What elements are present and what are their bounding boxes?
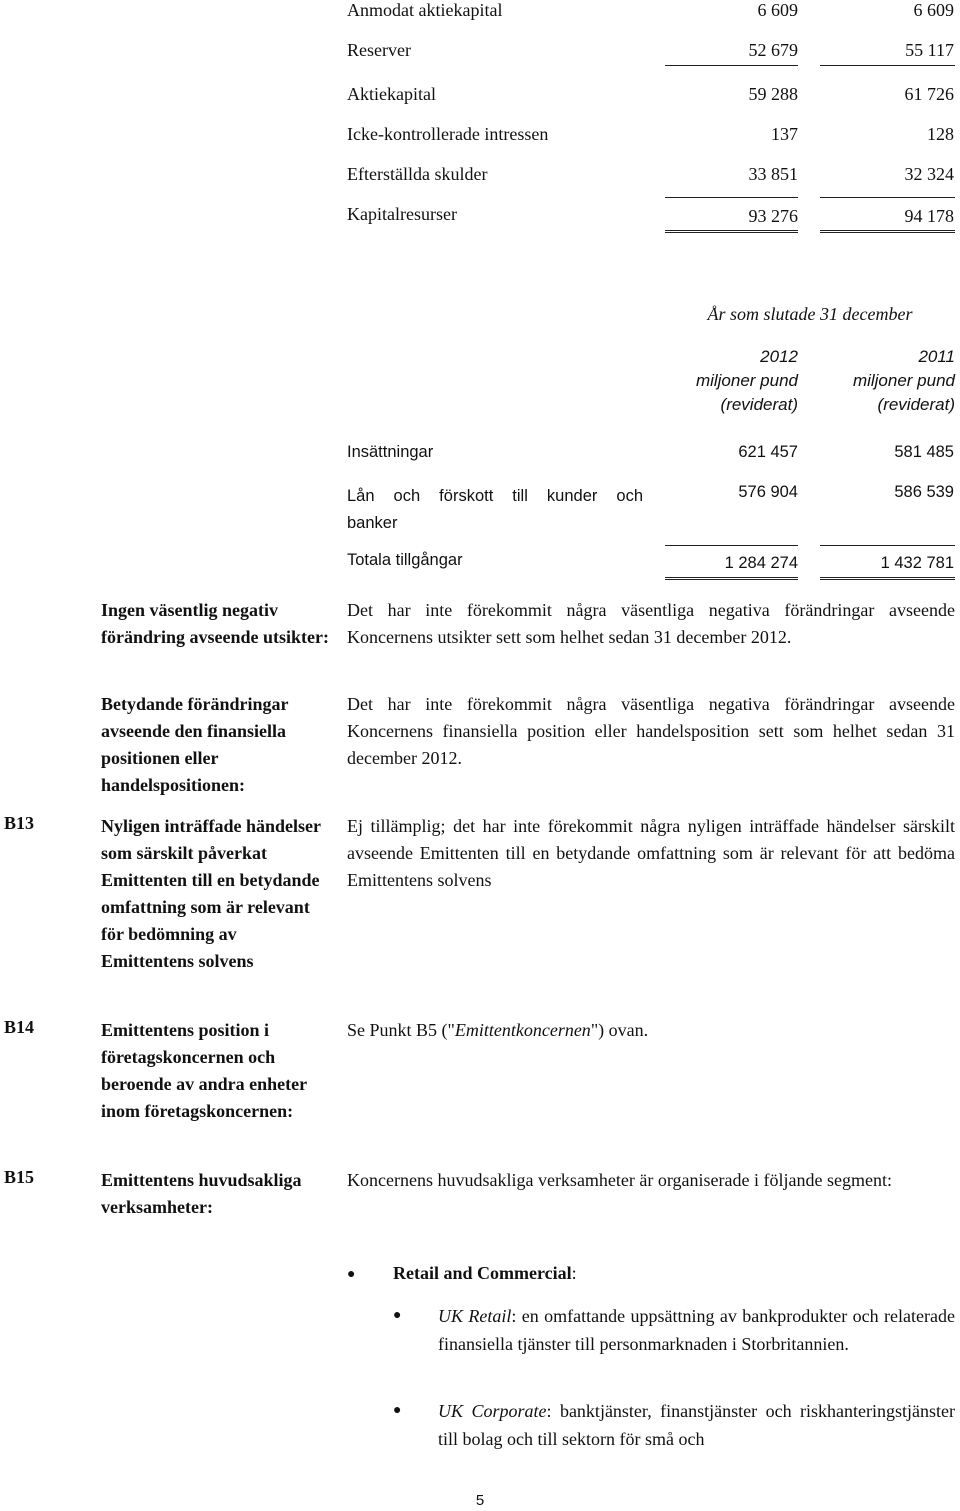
sub-bullet-item [438, 1398, 955, 1453]
column-unit: miljoner pund [695, 371, 798, 390]
table-cell-2012: 93 276 [748, 206, 798, 226]
column-header-2012 [660, 345, 798, 417]
period-header: År som slutade 31 december [707, 304, 913, 324]
label-line: banker [347, 514, 398, 532]
page-number: 5 [475, 1492, 485, 1509]
section-text: Ej tillämplig; det har inte förekommit några nyligen inträffade händelser särskilt avseende Emittenten till en betydande omfattning som är relevant för att bedöma Emittentens solvens [347, 816, 955, 890]
text-suffix: ") ovan. [590, 1020, 649, 1040]
table-cell-2012: 1 284 274 [724, 554, 798, 572]
table-cell-2011: 94 178 [904, 206, 954, 226]
section-code: B13 [4, 813, 35, 833]
subtotal-rule [820, 545, 955, 546]
total-double-rule [820, 230, 955, 233]
table-cell-2012: 6 609 [757, 0, 798, 20]
sub-bullet-item [438, 1303, 955, 1358]
table-cell-2012: 576 904 [738, 483, 798, 501]
bullet-icon: ● [393, 1403, 402, 1418]
sub-bullet-text: : en omfattande uppsättning av bankprodukter och relaterade finansiella tjänster till personmarknaden i Storbritannien. [438, 1306, 955, 1354]
table-cell-2011: 32 324 [904, 164, 954, 184]
table-cell-2012: 52 679 [748, 40, 798, 60]
column-year: 2011 [918, 347, 955, 366]
table-cell-2012: 59 288 [748, 84, 798, 104]
table-row-label: Insättningar [347, 443, 434, 461]
table-row-label: Kapitalresurser [347, 204, 457, 224]
column-note: (reviderat) [720, 395, 798, 414]
section-heading: Betydande förändringar avseende den finansiella positionen eller handelspositionen: [101, 694, 289, 795]
table-cell-2012: 621 457 [738, 443, 798, 461]
section-heading: Ingen väsentlig negativ förändring avseende utsikter: [101, 600, 329, 647]
label-line: Lån och förskott till kunder och [347, 487, 643, 505]
sub-bullet-text: : banktjänster, finanstjänster och riskhanteringstjänster till bolag och till sektorn för små och [438, 1401, 956, 1449]
table-row-label: Icke-kontrollerade intressen [347, 124, 549, 144]
total-double-rule [665, 577, 798, 580]
table-cell-2011: 128 [927, 124, 954, 144]
column-year: 2012 [760, 347, 798, 366]
subtotal-rule [665, 197, 798, 198]
table-cell-2011: 55 117 [905, 40, 954, 60]
table-row-label: Efterställda skulder [347, 164, 488, 184]
column-note: (reviderat) [877, 395, 955, 414]
section-heading: Nyligen inträffade händelser som särskilt påverkat Emittenten till en betydande omfattning som är relevant för bedömning av Emittentens solvens [101, 816, 321, 971]
table-row-label: Aktiekapital [347, 84, 436, 104]
table-row-label [347, 483, 643, 537]
subtotal-rule [665, 545, 798, 546]
bullet-icon: ● [393, 1308, 402, 1323]
section-heading: Emittentens huvudsakliga verksamheter: [101, 1170, 302, 1217]
table-cell-2011: 581 485 [894, 443, 954, 461]
section-text [347, 1017, 955, 1044]
subtotal-rule [820, 197, 955, 198]
table-cell-2011: 6 609 [913, 0, 954, 20]
table-cell-2011: 61 726 [904, 84, 954, 104]
table-row-label: Reserver [347, 40, 411, 60]
table-cell-2012: 137 [771, 124, 798, 144]
bullet-title-suffix: : [571, 1263, 577, 1283]
subtotal-rule [820, 65, 955, 66]
sub-bullet-term: UK Corporate [438, 1401, 547, 1421]
section-text: Koncernens huvudsakliga verksamheter är organiserade i följande segment: [347, 1170, 892, 1190]
subtotal-rule [665, 65, 798, 66]
total-double-rule [665, 230, 798, 233]
text-italic-term: Emittentkoncernen [454, 1020, 591, 1040]
table-row-label: Anmodat aktiekapital [347, 0, 503, 20]
bullet-title: Retail and Commercial [393, 1263, 572, 1283]
column-header-2011 [817, 345, 955, 417]
column-unit: miljoner pund [852, 371, 955, 390]
section-code: B15 [4, 1167, 35, 1187]
total-double-rule [820, 577, 955, 580]
section-heading: Emittentens position i företagskoncernen och beroende av andra enheter inom företagskoncernen: [101, 1020, 307, 1121]
table-cell-2011: 1 432 781 [880, 554, 954, 572]
bullet-icon: ● [347, 1267, 356, 1282]
table-cell-2011: 586 539 [894, 483, 954, 501]
table-cell-2012: 33 851 [748, 164, 798, 184]
text-prefix: Se Punkt B5 (" [347, 1020, 455, 1040]
bullet-item [393, 1263, 577, 1284]
section-text: Det har inte förekommit några väsentliga negativa förändringar avseende Koncernens utsikter sett som helhet sedan 31 december 2012. [347, 600, 955, 647]
table-row-label: Totala tillgångar [347, 551, 463, 569]
section-code: B14 [4, 1017, 35, 1037]
sub-bullet-term: UK Retail [438, 1306, 512, 1326]
section-text: Det har inte förekommit några väsentliga negativa förändringar avseende Koncernens finansiella position eller handelsposition sett som helhet sedan 31 december 2012. [347, 694, 955, 768]
